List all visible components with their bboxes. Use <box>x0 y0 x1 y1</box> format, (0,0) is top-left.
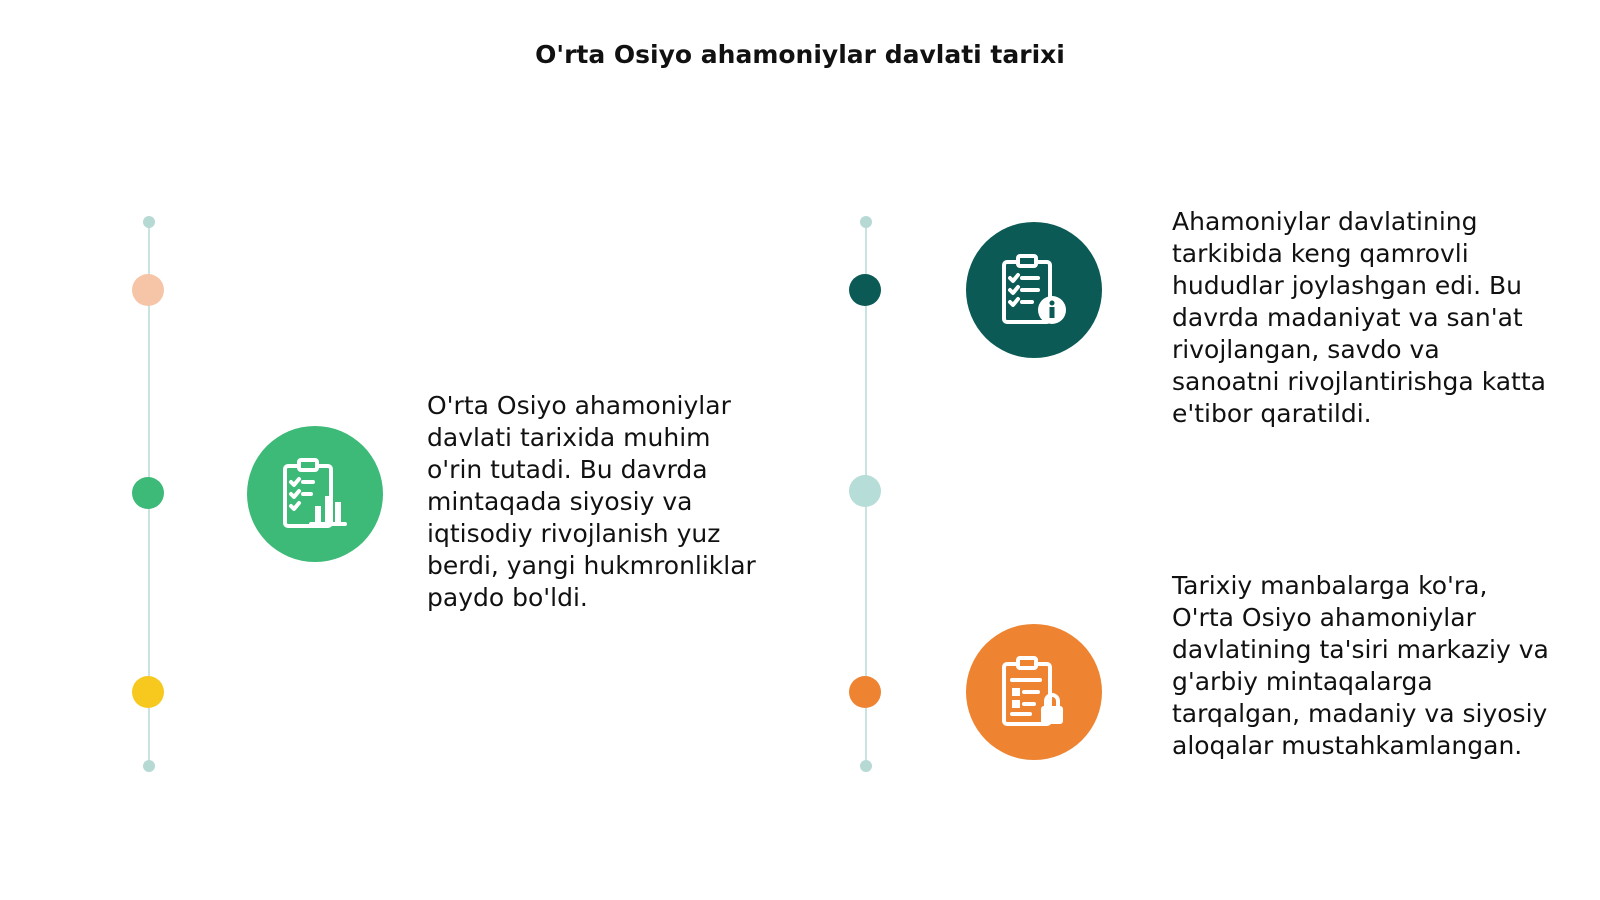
item-1-text: O'rta Osiyo ahamoniylar davlati tarixida muhim o'rin tutadi. Bu davrda mintaqada siyosiy va iqtisodiy rivojlanish yuz berdi, yangi hukmronliklar paydo bo'ldi. <box>427 391 756 612</box>
item-3-badge <box>966 624 1102 760</box>
left-timeline-end-dot <box>143 760 155 772</box>
item-2-badge <box>966 222 1102 358</box>
right-node-mint <box>849 475 881 507</box>
right-timeline-end-dot <box>860 760 872 772</box>
page-title: O'rta Osiyo ahamoniylar davlati tarixi <box>535 40 1065 69</box>
right-node-orange <box>849 676 881 708</box>
right-timeline-start-dot <box>860 216 872 228</box>
clipboard-lock-icon <box>992 650 1076 734</box>
item-3-text: Tarixiy manbalarga ko'ra, O'rta Osiyo ahamoniylar davlatining ta'siri markaziy va g'arbiy mintaqalarga tarqalgan, madaniy va siyosiy aloqalar mustahkamlangan. <box>1172 571 1549 760</box>
item-2-text: Ahamoniylar davlatining tarkibida keng qamrovli hududlar joylashgan edi. Bu davrda madaniyat va san'at rivojlangan, savdo va sanoatni rivojlantirishga katta e'tibor qaratildi. <box>1172 207 1546 428</box>
left-timeline-start-dot <box>143 216 155 228</box>
right-node-teal <box>849 274 881 306</box>
clipboard-info-icon <box>992 248 1076 332</box>
item-1-badge <box>247 426 383 562</box>
clipboard-chart-icon <box>273 452 357 536</box>
left-node-yellow <box>132 676 164 708</box>
left-node-peach <box>132 274 164 306</box>
left-node-green <box>132 477 164 509</box>
